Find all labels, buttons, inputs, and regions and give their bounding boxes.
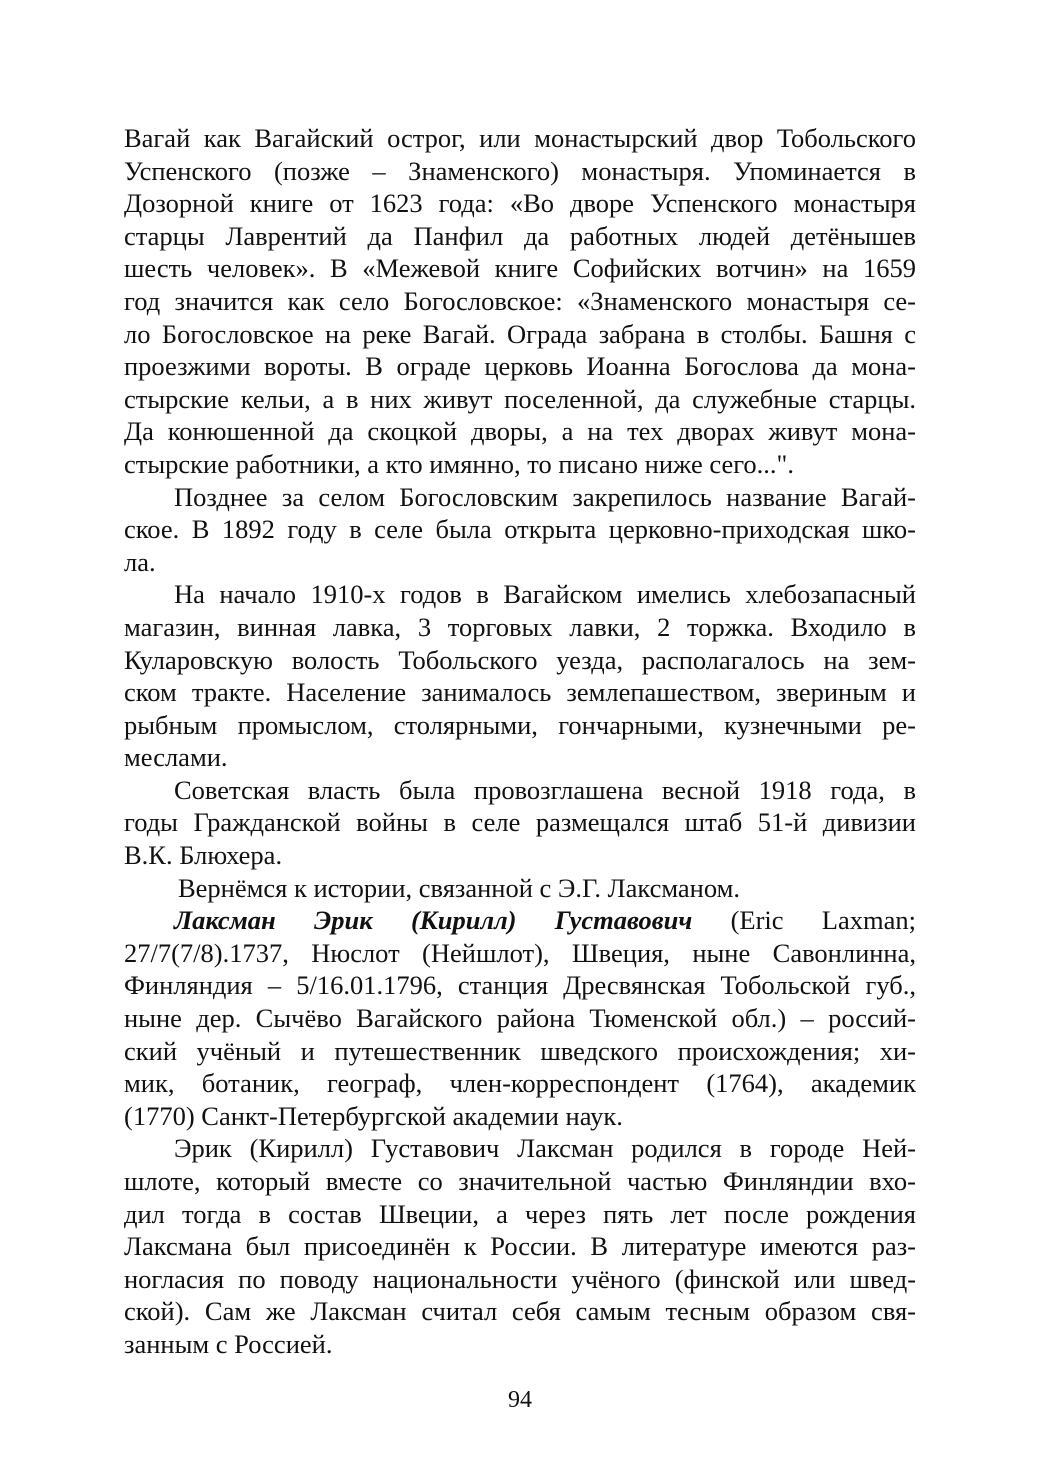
text-line: Позднее за селом Богословским закрепилось название Вагай- (174, 481, 916, 512)
text-line: год значится как село Богословское: «Знаменского монастыря се- (124, 285, 916, 316)
text-line: стырские работники, а кто имянно, то писано ниже сего...". (124, 448, 794, 479)
text-line: шесть человек». В «Межевой книге Софийских вотчин» на 1659 (124, 253, 916, 284)
text-line: Финляндия – 5/16.01.1796, станция Дресвянская Тобольской губ., (124, 970, 916, 1001)
body-text (124, 122, 916, 1361)
paragraph (124, 872, 916, 905)
text-line: мик, ботаник, географ, член-корреспондент (1764), академик (124, 1068, 916, 1099)
text-line: занным с Россией. (124, 1328, 333, 1359)
text-line: ла. (124, 546, 156, 577)
text-line: 27/7(7/8).1737, Нюслот (Нейшлот), Швеция, ныне Савонлинна, (124, 937, 916, 968)
paragraph (124, 1132, 916, 1360)
text-line: старцы Лаврентий да Панфил да работных людей детёнышев (124, 220, 916, 251)
paragraph (124, 578, 916, 774)
text-line: Эрик (Кирилл) Густавович Лаксман родился в городе Ней- (174, 1133, 916, 1164)
text-line: магазин, винная лавка, 3 торговых лавки, 2 торжка. Входило в (124, 611, 916, 642)
text-line: В.К. Блюхера. (124, 840, 283, 871)
text-line: ногласия по поводу национальности учёного (финской или швед- (124, 1263, 916, 1294)
text-line: Вернёмся к истории, связанной с Э.Г. Лаксманом. (178, 872, 740, 903)
person-name: Лаксман Эрик (Кирилл) Густавович (174, 905, 693, 936)
text-line: Да конюшенной да скоцкой дворы, а на тех дворах живут мона- (124, 416, 916, 447)
text-line: (1770) Санкт-Петербургской академии наук. (124, 1100, 623, 1131)
page-number: 94 (508, 1387, 532, 1413)
text-line: годы Гражданской войны в селе размещался штаб 51-й дивизии (124, 807, 916, 838)
text-line (124, 904, 916, 937)
text-line: ском тракте. Население занималось землепашеством, звериным и (124, 677, 916, 708)
text-line: рыбным промыслом, столярными, гончарными, кузнечными ре- (124, 709, 916, 740)
text-line: Лаксмана был присоединён к России. В литературе имеются раз- (124, 1231, 916, 1262)
text-line: ской). Сам же Лаксман считал себя самым тесным образом свя- (124, 1296, 916, 1327)
text-line: Советская власть была провозглашена весной 1918 года, в (174, 774, 916, 805)
text-line: ский учёный и путешественник шведского происхождения; хи- (124, 1035, 916, 1066)
text-line: дил тогда в состав Швеции, а через пять лет после рождения (124, 1198, 916, 1229)
text-line: стырские кельи, а в них живут поселенной, да служебные старцы. (124, 383, 916, 414)
name-annotation: (Eric Laxman; (692, 905, 916, 936)
text-line: ло Богословское на реке Вагай. Ограда забрана в столбы. Башня с (124, 318, 916, 349)
text-line: шлоте, который вместе со значительной частью Финляндии вхо- (124, 1166, 916, 1196)
text-line: На начало 1910-х годов в Вагайском имелись хлебозапасный (174, 579, 916, 610)
text-line: ское. В 1892 году в селе была открыта церковно-приходская шко- (124, 514, 916, 545)
text-line: Куларовскую волость Тобольского уезда, располагалось на зем- (124, 644, 916, 675)
text-line: Успенского (позже – Знаменского) монастыря. Упоминается в (124, 155, 916, 186)
paragraph (124, 122, 916, 481)
text-line: Дозорной книге от 1623 года: «Во дворе Успенского монастыря (124, 188, 916, 219)
text-line: меслами. (124, 742, 228, 773)
paragraph (124, 481, 916, 579)
paragraph (124, 774, 916, 872)
paragraph (124, 904, 916, 1132)
text-line: Вагай как Вагайский острог, или монастырский двор Тобольского (124, 123, 916, 153)
text-line: ныне дер. Сычёво Вагайского района Тюменской обл.) – россий- (124, 1003, 916, 1034)
text-line: проезжими вороты. В ограде церковь Иоанна Богослова да мона- (124, 351, 916, 382)
